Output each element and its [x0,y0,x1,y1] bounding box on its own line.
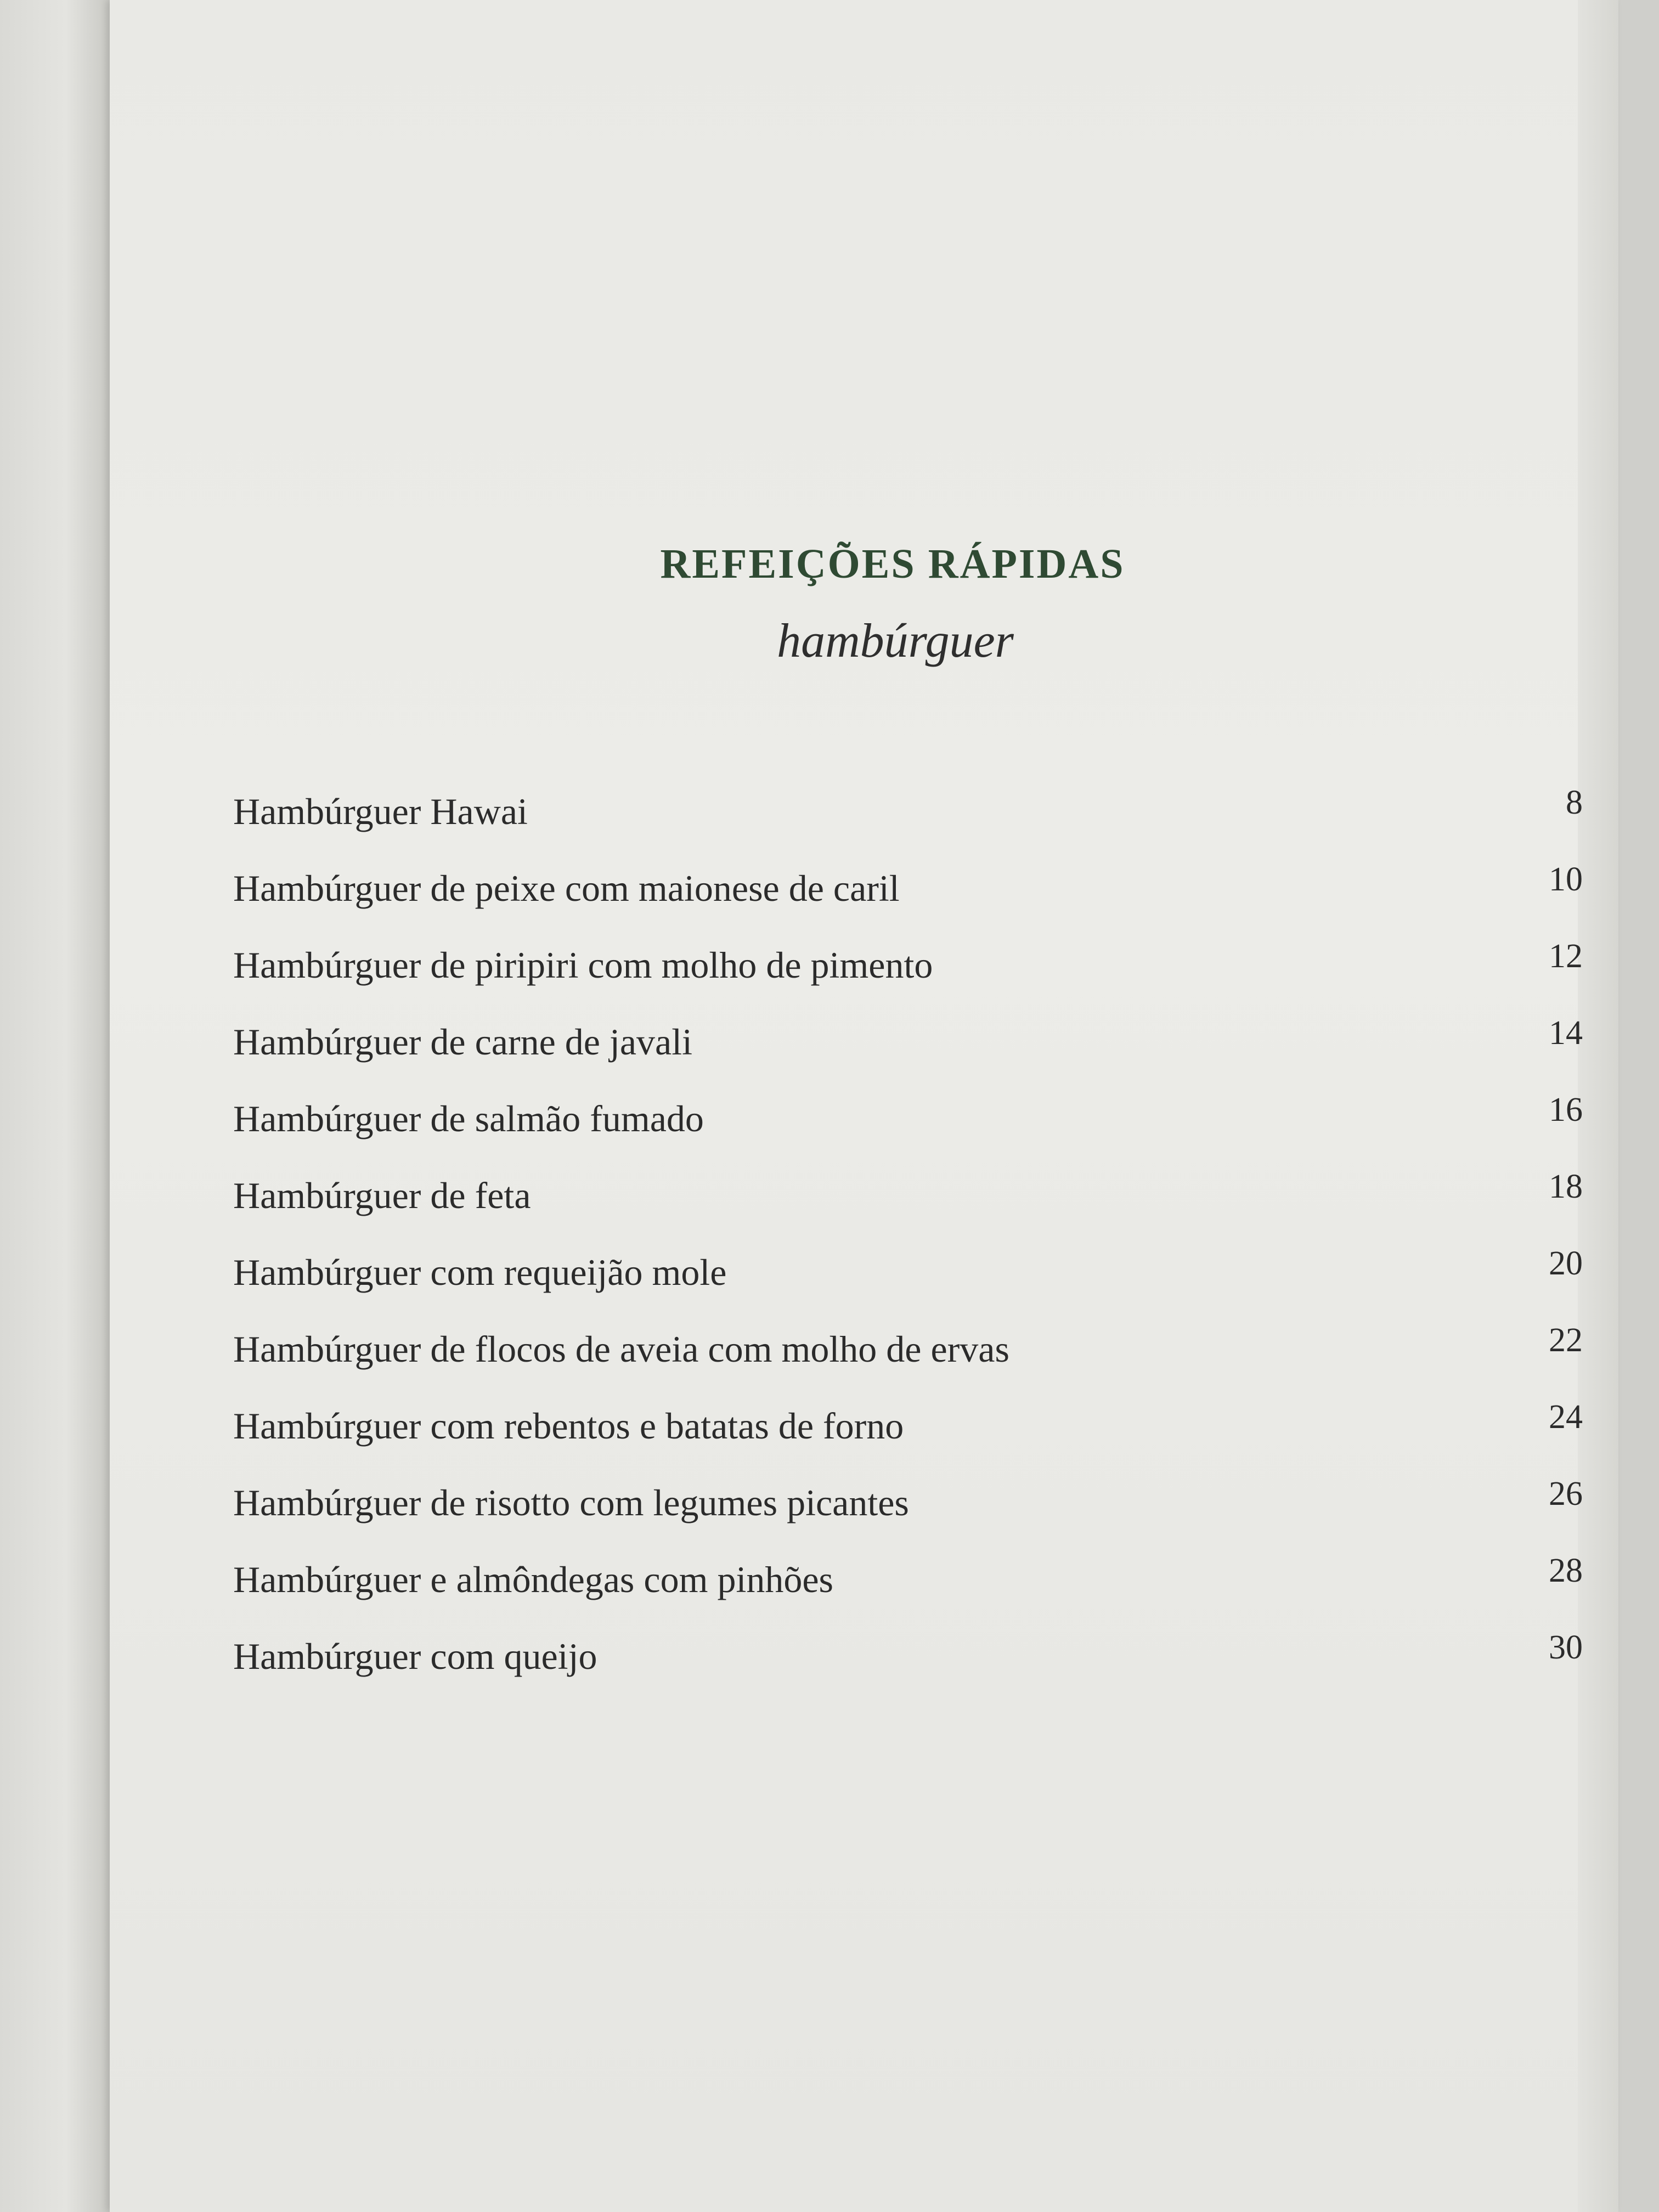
toc-entry-page-number: 26 [1549,1475,1583,1513]
toc-entry [233,1091,1583,1174]
toc-entry [233,1629,1583,1712]
toc-entry [233,861,1583,944]
section-subtitle: hambúrguer [777,614,1014,668]
toc-entry-title: Hambúrguer de salmão fumado [233,1098,704,1139]
toc-entry-page-number: 22 [1549,1322,1583,1359]
toc-entry [233,1475,1583,1558]
toc-entry-title: Hambúrguer de piripiri com molho de pimento [233,944,933,986]
toc-entry [233,1014,1583,1097]
toc-entry-page-number: 28 [1549,1552,1583,1589]
toc-entry-page-number: 20 [1549,1245,1583,1282]
toc-entry-page-number: 24 [1549,1398,1583,1436]
toc-entry-title: Hambúrguer com queijo [233,1635,597,1677]
toc-entry-page-number: 10 [1549,861,1583,898]
toc-entry [233,1552,1583,1635]
toc-entry-title: Hambúrguer com rebentos e batatas de forno [233,1405,904,1447]
toc-entry-title: Hambúrguer de feta [233,1175,531,1216]
facing-page-edge [0,0,110,2212]
section-title: REFEIÇÕES RÁPIDAS [660,541,1125,587]
toc-entry-title: Hambúrguer Hawai [233,791,528,832]
toc-entry-title: Hambúrguer de peixe com maionese de caril [233,867,900,909]
toc-entry-page-number: 30 [1549,1629,1583,1666]
toc-entry-page-number: 12 [1549,938,1583,975]
toc-entry-page-number: 18 [1549,1168,1583,1205]
toc-entry-page-number: 16 [1549,1091,1583,1128]
toc-entry [233,1398,1583,1481]
toc-entry-title: Hambúrguer de risotto com legumes picantes [233,1482,909,1523]
toc-entry-title: Hambúrguer com requeijão mole [233,1251,727,1293]
toc-entry-title: Hambúrguer de carne de javali [233,1021,693,1063]
page-right-edge [1578,0,1618,2212]
toc-entry [233,1168,1583,1251]
toc-entry [233,938,1583,1020]
toc-entry-title: Hambúrguer de flocos de aveia com molho de ervas [233,1328,1009,1370]
toc-entry-page-number: 8 [1566,784,1583,821]
table-of-contents [233,784,1583,1712]
toc-entry [233,1322,1583,1404]
toc-entry-title: Hambúrguer e almôndegas com pinhões [233,1559,834,1600]
toc-entry [233,784,1583,867]
toc-entry [233,1245,1583,1328]
toc-entry-page-number: 14 [1549,1014,1583,1052]
